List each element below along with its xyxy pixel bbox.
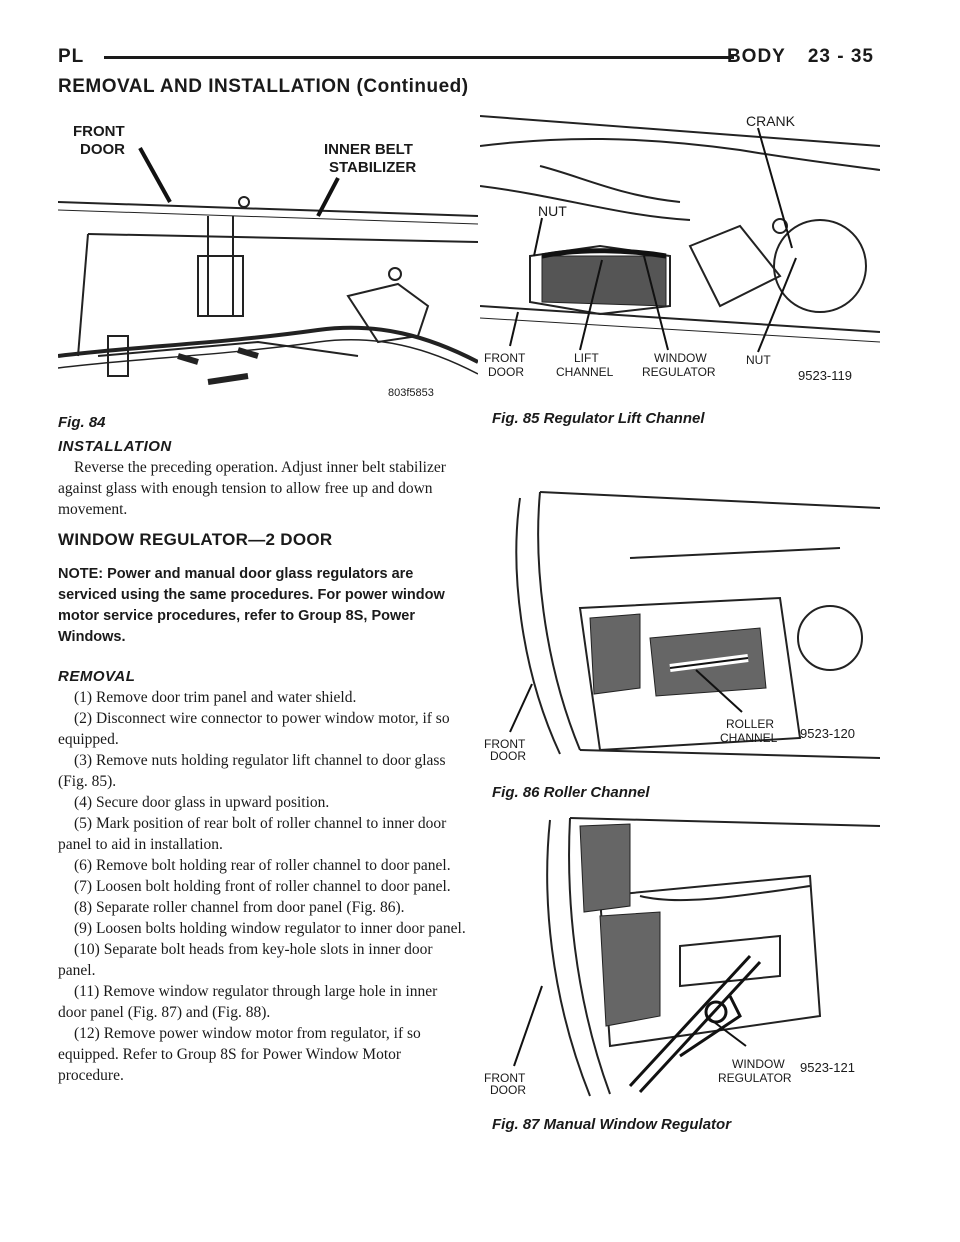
- figure-84-illustration: [58, 106, 478, 404]
- figure-84: [58, 106, 478, 404]
- front-door-leader: [510, 684, 532, 732]
- window-regulator-heading: WINDOW REGULATOR—2 DOOR: [58, 530, 333, 549]
- removal-step: (6) Remove bolt holding rear of roller channel to door panel.: [74, 857, 451, 874]
- header-section: BODY: [726, 46, 786, 67]
- removal-step: (11) Remove window regulator through large hole in inner door panel (Fig. 87) and (Fig. 88).: [58, 983, 438, 1021]
- bolt-icon: [239, 197, 249, 207]
- label-front-door-1: FRONT: [484, 351, 526, 365]
- front-door-leader: [514, 986, 542, 1066]
- label-nut-top: NUT: [538, 203, 567, 219]
- removal-step: (12) Remove power window motor from regulator, if so equipped. Refer to Group 8S for Power Window Motor procedure.: [58, 1025, 421, 1084]
- section-title: REMOVAL AND INSTALLATION (Continued): [58, 76, 469, 97]
- header-right: [727, 46, 874, 68]
- label-stabilizer-1: INNER BELT: [324, 141, 413, 158]
- header-rule: [104, 56, 734, 59]
- label-regulator-2: REGULATOR: [718, 1071, 792, 1085]
- figure-85-illustration: [480, 106, 880, 396]
- figure-85-caption: Fig. 85 Regulator Lift Channel: [492, 410, 705, 427]
- removal-step: (7) Loosen bolt holding front of roller channel to door panel.: [74, 878, 451, 895]
- removal-step: (8) Separate roller channel from door panel (Fig. 86).: [74, 899, 405, 916]
- figure-84-caption: Fig. 84: [58, 414, 106, 431]
- removal-step: (9) Loosen bolts holding window regulator to inner door panel.: [74, 920, 466, 937]
- window-regulator-section: [58, 530, 468, 1086]
- removal-steps: [58, 687, 468, 1086]
- removal-step: (1) Remove door trim panel and water shield.: [74, 689, 357, 706]
- label-regulator-1: WINDOW: [654, 351, 707, 365]
- figure-code: 9523-119: [798, 368, 852, 383]
- figure-86-illustration: [480, 488, 880, 760]
- figure-87-illustration: [480, 816, 880, 1100]
- label-roller-channel-2: CHANNEL: [720, 731, 778, 745]
- header-page-number: 23 - 35: [807, 46, 874, 67]
- nut-top-leader: [534, 218, 542, 256]
- removal-heading: REMOVAL: [58, 668, 136, 685]
- installation-heading: INSTALLATION: [58, 438, 172, 455]
- figure-87-caption: Fig. 87 Manual Window Regulator: [492, 1116, 732, 1133]
- removal-step: (4) Secure door glass in upward position.: [74, 794, 330, 811]
- label-front-door-2: DOOR: [488, 365, 524, 379]
- figure-code: 803f5853: [388, 387, 434, 399]
- figure-code: 9523-121: [800, 1060, 855, 1075]
- figure-86-caption: Fig. 86 Roller Channel: [492, 784, 650, 801]
- label-front-door-2: DOOR: [490, 749, 526, 760]
- installation-text: Reverse the preceding operation. Adjust inner belt stabilizer against glass with enough tension to allow free up and down movement.: [58, 459, 446, 518]
- label-front-door-1: FRONT: [484, 1071, 526, 1085]
- label-front-door-1: FRONT: [484, 737, 526, 751]
- figure-85: [480, 106, 880, 396]
- figure-code: 9523-120: [800, 726, 855, 741]
- label-front-door-2: DOOR: [490, 1083, 526, 1097]
- figure-86: [480, 488, 880, 760]
- service-note: NOTE: Power and manual door glass regulators are serviced using the same procedures. For power window motor service procedures, refer to Group 8S, Power Windows.: [58, 566, 445, 645]
- fastener-icon: [389, 268, 401, 280]
- label-front-door-2: DOOR: [80, 141, 125, 158]
- label-regulator-2: REGULATOR: [642, 365, 716, 379]
- label-stabilizer-2: STABILIZER: [329, 159, 417, 176]
- removal-step: (2) Disconnect wire connector to power window motor, if so equipped.: [58, 710, 450, 748]
- label-front-door-1: FRONT: [73, 123, 125, 140]
- label-lift-channel-2: CHANNEL: [556, 365, 614, 379]
- front-door-leader: [140, 148, 170, 202]
- removal-step: (5) Mark position of rear bolt of roller channel to inner door panel to aid in installation.: [58, 815, 447, 853]
- label-nut-bottom: NUT: [746, 353, 771, 367]
- front-door-leader: [510, 312, 518, 346]
- label-roller-channel-1: ROLLER: [726, 717, 775, 731]
- label-lift-channel-1: LIFT: [574, 351, 599, 365]
- header-group-code: PL: [58, 46, 85, 67]
- removal-step: (10) Separate bolt heads from key-hole slots in inner door panel.: [58, 941, 433, 979]
- figure-87: [480, 816, 880, 1100]
- installation-section: [58, 438, 468, 520]
- removal-step: (3) Remove nuts holding regulator lift channel to door glass (Fig. 85).: [58, 752, 446, 790]
- label-regulator-1: WINDOW: [732, 1057, 785, 1071]
- label-crank: CRANK: [746, 113, 796, 129]
